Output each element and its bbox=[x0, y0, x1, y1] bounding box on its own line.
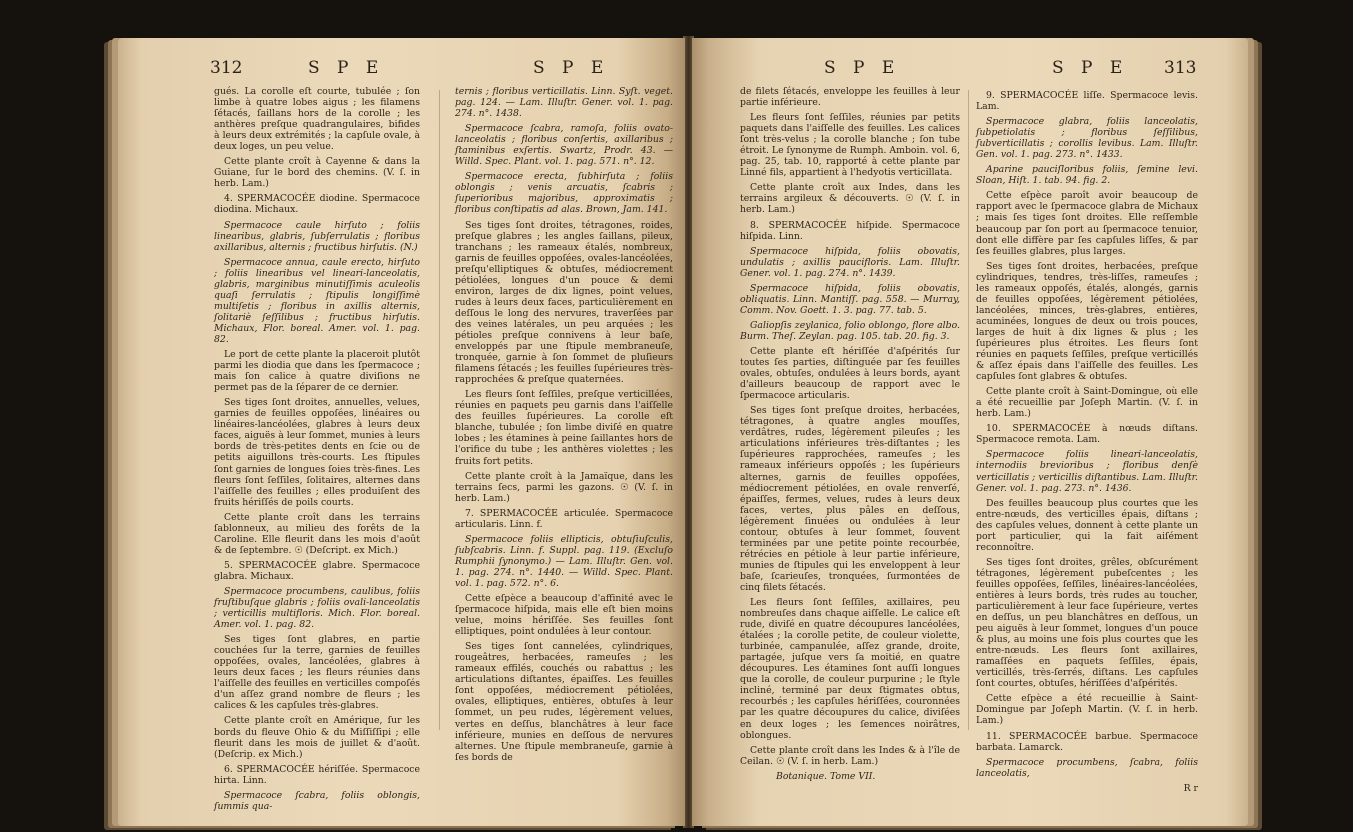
page-number: 312 bbox=[210, 58, 243, 78]
entry-heading: 4. SPERMACOCÉE diodine. Spermacoce diodina. Michaux. bbox=[214, 193, 420, 216]
paragraph: Ses tiges ſont droites, tétragones, roides, preſque glabres ; les angles ſaillans, pileux, tranchans ; les rameaux étalés, nombreux, garnis de feuilles oppoſées, ovales-lancéolées, preſqu'elliptiques & obtuſes, médiocrement pétiolées, longues d'un pouce & demi environ, larges de dix lignes, point velues, rudes à leurs deux faces, particulièrement en deſſous le long des nervures, traverſées par des veines latérales, un peu arquées ; les pétioles preſque connivens à leur baſe, enveloppés par une ſtipule membraneuſe, tronquée, garnie à ſon ſommet de pluſieurs filamens ſétacés ; les feuilles ſupérieures très-rapprochées & preſque quaternées. bbox=[455, 219, 673, 386]
latin-description: Spermacoce caule hirſuto ; foliis linearibus, glabris, ſubſerrulatis ; floribus axillaribus, alternis ; fructibus hirſutis. (N.) bbox=[214, 219, 420, 253]
latin-description: Galiopſis zeylanica, folio oblongo, flore albo. Burm. Theſ. Zeylan. pag. 105. tab. 20. fig. 3. bbox=[740, 319, 960, 342]
paragraph: gués. La corolle eſt courte, tubulée ; ſon limbe à quatre lobes aigus ; les filamens ſétacés, ſaillans hors de la corolle ; les anthères preſque quadrangulaires, bifides à leurs deux extrémités ; la capſule ovale, à deux loges, un peu velue. bbox=[214, 86, 420, 153]
paragraph: Ses tiges ſont glabres, en partie couchées ſur la terre, garnies de feuilles oppoſées, ovales, lancéolées, glabres à leurs deux faces ; les fleurs réunies dans l'aiſſelle des feuilles en verticilles compoſés d'un aſſez grand nombre de fleurs ; les calices & les capſules très-glabres. bbox=[214, 634, 420, 712]
entry-heading: 11. SPERMACOCÉE barbue. Spermacoce barbata. Lamarck. bbox=[976, 730, 1198, 753]
text-column bbox=[740, 86, 960, 786]
latin-description: Spermacoce procumbens, ſcabra, foliis lanceolatis, bbox=[976, 756, 1198, 779]
paragraph: Cette plante croît à la Jamaïque, dans les terrains ſecs, parmi les gazons. ☉ (V. ſ. in herb. Lam.) bbox=[455, 470, 673, 504]
entry-heading: 10. SPERMACOCÉE à nœuds diſtans. Spermacoce remota. Lam. bbox=[976, 423, 1198, 446]
paragraph: de filets ſétacés, enveloppe les feuilles à leur partie inférieure. bbox=[740, 86, 960, 109]
text-column bbox=[214, 86, 420, 816]
column-divider bbox=[439, 90, 440, 730]
latin-description: Spermacoce glabra, foliis lanceolatis, ſubpetiolatis ; floribus ſeſſilibus, ſubverticillatis ; corollis levibus. Lam. Illuſtr. Gen. vol. 1. pag. 273. n°. 1433. bbox=[976, 116, 1198, 161]
latin-description: Spermacoce erecta, ſubhirſuta ; foliis oblongis ; venis arcuatis, ſcabris ; ſuperioribus majoribus, approximatis ; floribus conſtipatis ad alas. Brown, Jam. 141. bbox=[455, 171, 673, 216]
running-head: S P E bbox=[1052, 58, 1129, 78]
latin-description: Spermacoce annua, caule erecto, hirſuto ; foliis linearibus vel lineari-lanceolatis, glabris, marginibus minutiſſimis aculeolis quaſi ſerrulatis ; ſtipulis longiſſimè multiſetis ; floribus in axillis alternis, ſolitariè ſeſſilibus ; fructibus hirſutis. Michaux, Flor. boreal. Amer. vol. 1. pag. 82. bbox=[214, 256, 420, 345]
running-head: S P E bbox=[824, 58, 901, 78]
paragraph: Cette plante eſt hériſſée d'aſpérités ſur toutes ſes parties, diſtinguée par ſes feuilles ovales, obtuſes, ondulées à leurs bords, ayant d'ailleurs beaucoup de rapport avec le ſpermacoce articularis. bbox=[740, 345, 960, 402]
entry-heading: 5. SPERMACOCÉE glabre. Spermacoce glabra. Michaux. bbox=[214, 559, 420, 582]
paragraph: Les fleurs ſont ſeſſiles, preſque verticillées, réunies en paquets peu garnis dans l'aiſſelle des feuilles ſupérieures. La corolle eſt blanche, tubulée ; ſon limbe diviſé en quatre lobes ; les étamines à peine ſaillantes hors de l'orifice du tube ; les anthères violettes ; les fruits fort petits. bbox=[455, 389, 673, 467]
paragraph: Les fleurs ſont ſeſſiles, axillaires, peu nombreuſes dans chaque aiſſelle. Le calice eſt rude, diviſé en quatre découpures lancéolées, étalées ; la corolle petite, de couleur violette, turbinée, campanulée, aſſez grande, droite, partagée, juſque vers ſa moitié, en quatre découpures. Les étamines ſont auſſi longues que la corolle, de couleur purpurine ; le ſtyle incliné, terminé par deux ſtigmates obtus, recourbés ; les capſules hériſſées, couronnées par les quatre découpures du calice, diviſées en deux loges ; les ſemences noirâtres, oblongues. bbox=[740, 597, 960, 741]
paragraph: Cette eſpèce a beaucoup d'affinité avec le ſpermacoce hiſpida, mais elle eſt bien moins velue, moins hériſſée. Ses feuilles ſont elliptiques, point ondulées à leur contour. bbox=[455, 593, 673, 638]
paragraph: Des feuilles beaucoup plus courtes que les entre-nœuds, des verticilles épais, diſtans ; des capſules velues, donnent à cette plante un port particulier, qui la fait aiſément reconnoître. bbox=[976, 497, 1198, 553]
paragraph: Ses tiges ſont cannelées, cylindriques, rougeâtres, herbacées, rameuſes ; les rameaux effilés, couchés ou rabattus ; les articulations diſtantes, épaiſſes. Les feuilles ſont oppoſées, médiocrement pétiolées, ovales, elliptiques, entières, obtuſes à leur ſommet, un peu rudes, légèrement velues, vertes en deſſus, blanchâtres à leur face inférieure, munies en deſſous de nervures alternes. Une ſtipule membraneuſe, garnie à ſes bords de bbox=[455, 641, 673, 763]
paragraph: Les fleurs ſont ſeſſiles, réunies par petits paquets dans l'aiſſelle des feuilles. Les calices ſont très-velus ; la corolle blanche ; ſon tube étroit. Le ſynonyme de Rumph. Amboin. vol. 6, pag. 25, tab. 10, rapporté à cette plante par Linné fils, appartient à l'hedyotis verticillata. bbox=[740, 112, 960, 179]
paragraph: Cette plante croît en Amérique, ſur les bords du fleuve Ohio & du Miſſiſſipi ; elle fleurit dans les mois de juillet & d'août. (Deſcrip. ex Mich.) bbox=[214, 715, 420, 760]
paragraph: Cette plante croît à Cayenne & dans la Guiane, ſur le bord des chemins. (V. ſ. in herb. Lam.) bbox=[214, 156, 420, 190]
paragraph: Cette eſpèce a été recueillie à Saint-Domingue par Joſeph Martin. (V. ſ. in herb. Lam.) bbox=[976, 693, 1198, 727]
column-divider bbox=[968, 90, 969, 730]
entry-heading: 9. SPERMACOCÉE liſſe. Spermacoce levis. Lam. bbox=[976, 90, 1198, 113]
right-page bbox=[692, 38, 1248, 826]
paragraph: Le port de cette plante la placeroit plutôt parmi les diodia que dans les ſpermacoce ; mais ſon calice à quatre diviſions ne permet pas de la ſéparer de ce dernier. bbox=[214, 349, 420, 394]
latin-description: Spermacoce ſcabra, ramoſa, foliis ovato-lanceolatis ; floribus conſertis, axillaribus ; ſtaminibus exſertis. Swartz, Prodr. 43. — Willd. Spec. Plant. vol. 1. pag. 571. n°. 12. bbox=[455, 123, 673, 168]
paragraph: Ses tiges ſont preſque droites, herbacées, tétragones, à quatre angles mouſſes, verdâtres, rudes, légèrement pileuſes ; les articulations inférieures très-diſtantes ; les ſupérieures rapprochées, rameuſes ; les rameaux inférieurs oppoſés ; les ſupérieurs alternes, garnis de feuilles oppoſées, médiocrement pétiolées, en ovale renverſé, épaiſſes, fermes, velues, rudes à leurs deux faces, vertes, plus pâles en deſſous, légèrement ſinuées ou ondulées à leur contour, obtuſes à leur ſommet, ſouvent terminées par une petite pointe recourbée, rétrécies en pétiole à leur partie inférieure, munies de ſtipules qui les enveloppent à leur baſe, ſcarieuſes, tronquées, ſurmontées de cinq filets ſétacés. bbox=[740, 405, 960, 593]
latin-description: Aparine pauciſloribus foliis, ſemine levi. Sloan, Hiſt. 1. tab. 94. fig. 2. bbox=[976, 164, 1198, 187]
paragraph: Ses tiges ſont droites, annuelles, velues, garnies de feuilles oppoſées, linéaires ou linéaires-lancéolées, glabres à leurs deux faces, aiguës à leur ſommet, munies à leurs bords de très-petites dents en ſcie ou de petits aiguillons très-courts. Les ſtipules ſont garnies de longues ſoies très-fines. Les fleurs ſont ſeſſiles, ſolitaires, alternes dans l'aiſſelle des feuilles ; elles produiſent des fruits hériſſés de poils courts. bbox=[214, 397, 420, 508]
latin-description: Spermacoce hiſpida, foliis obovatis, undulatis ; axillis paucifloris. Lam. Illuſtr. Gener. vol. 1. pag. 274. n°. 1439. bbox=[740, 245, 960, 279]
text-column bbox=[455, 86, 673, 767]
entry-heading: 6. SPERMACOCÉE hériſſée. Spermacoce hirta. Linn. bbox=[214, 763, 420, 786]
paragraph: Cette eſpèce paroît avoir beaucoup de rapport avec le ſpermacoce glabra de Michaux ; mais ſes tiges ſont droites. Elle reſſemble beaucoup par ſon port au ſpermacoce tenuior, dont elle diffère par ſes capſules liſſes, & par ſes feuilles glabres, plus larges. bbox=[976, 190, 1198, 257]
paragraph: Cette plante croît à Saint-Domingue, où elle a été recueillie par Joſeph Martin. (V. ſ. in herb. Lam.) bbox=[976, 386, 1198, 420]
latin-description: Spermacoce hiſpida, foliis obovatis, obliquatis. Linn. Mantiſſ. pag. 558. — Murray, Comm. Nov. Goett. 1. 3. pag. 77. tab. 5. bbox=[740, 282, 960, 316]
paragraph: Cette plante croît dans les Indes & à l'île de Ceilan. ☉ (V. ſ. in herb. Lam.) bbox=[740, 744, 960, 767]
running-head: S P E bbox=[308, 58, 385, 78]
paragraph: Ses tiges ſont droites, grêles, obſcurément tétragones, légèrement pubeſcentes ; les feuilles oppoſées, ſeſſiles, linéaires-lancéolées, entières à leurs bords, très rudes au toucher, particulièrement à leur face ſupérieure, vertes en deſſus, un peu blanchâtres en deſſous, un peu aiguës à leur ſommet, longues d'un pouce & plus, au moins une fois plus courtes que les entre-nœuds. Les fleurs ſont axillaires, ramaſſées en paquets ſeſſiles, épais, verticillés, très-ſerrés, diſtans. Les capſules ſont courtes, obtuſes, hériſſées d'aſpérités. bbox=[976, 556, 1198, 690]
paragraph: Cette plante croît aux Indes, dans les terrains argileux & découverts. ☉ (V. ſ. in herb. Lam.) bbox=[740, 182, 960, 216]
volume-signature: Botanique. Tome VII. bbox=[776, 770, 876, 782]
signature-mark: R r bbox=[1183, 782, 1198, 794]
entry-heading: 8. SPERMACOCÉE hiſpide. Spermacoce hiſpida. Linn. bbox=[740, 219, 960, 242]
latin-description: Spermacoce procumbens, caulibus, foliis fruſtibuſque glabris ; foliis ovali-lanceolatis ; verticillis multifloris. Mich. Flor. boreal. Amer. vol. 1. pag. 82. bbox=[214, 585, 420, 631]
left-page bbox=[118, 38, 685, 826]
text-column bbox=[976, 86, 1198, 798]
latin-description: Spermacoce ſcabra, foliis oblongis, ſummis qua- bbox=[214, 789, 420, 812]
paragraph: Ses tiges ſont droites, herbacées, preſque cylindriques, tendres, très-liſſes, rameuſes ; les rameaux oppoſés, étalés, alongés, garnis de feuilles oppoſées, légèrement pétiolées, lancéolées, minces, très-glabres, entières, acuminées, longues de deux ou trois pouces, larges de huit à dix lignes & plus ; les ſupérieures plus étroites. Les fleurs ſont réunies en paquets ſeſſiles, preſque verticillés & aſſez épais dans l'aiſſelle des feuilles. Les capſules ſont glabres & obtuſes. bbox=[976, 260, 1198, 383]
page-number: 313 bbox=[1164, 58, 1197, 78]
running-head: S P E bbox=[533, 58, 610, 78]
entry-heading: 7. SPERMACOCÉE articulée. Spermacoce articularis. Linn. f. bbox=[455, 507, 673, 530]
paragraph: Cette plante croît dans les terrains ſablonneux, au milieu des forêts de la Caroline. Elle fleurit dans les mois d'août & de ſeptembre. ☉ (Deſcript. ex Mich.) bbox=[214, 511, 420, 556]
latin-description: Spermacoce foliis lineari-lanceolatis, internodiis brevioribus ; floribus denſè verticillatis ; verticillis diſtantibus. Lam. Illuſtr. Gener. vol. 1. pag. 273. n°. 1436. bbox=[976, 449, 1198, 494]
latin-description: Spermacoce foliis ellipticis, obtuſiuſculis, ſubſcabris. Linn. f. Suppl. pag. 119. (Excluſo Rumphii ſynonymo.) — Lam. Illuſtr. Gen. vol. 1. pag. 274. n°. 1440. — Willd. Spec. Plant. vol. 1. pag. 572. n°. 6. bbox=[455, 533, 673, 589]
latin-description: ternis ; floribus verticillatis. Linn. Syſt. veget. pag. 124. — Lam. Illuſtr. Gener. vol. 1. pag. 274. n°. 1438. bbox=[455, 86, 673, 120]
